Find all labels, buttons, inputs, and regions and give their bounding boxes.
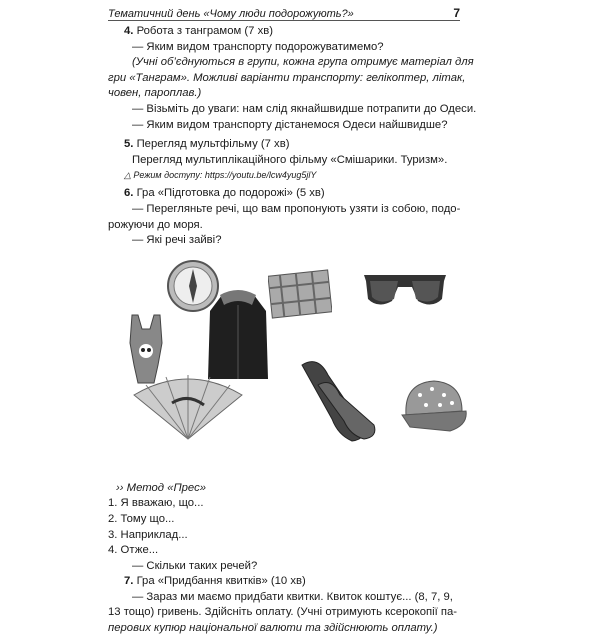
method-item-1: 1. Я вважаю, що... (108, 497, 204, 510)
page-content (108, 24, 477, 637)
blanket-image (268, 269, 332, 319)
section-5-title: 5. Перегляд мультфільму (7 хв) (124, 138, 290, 151)
method-title: ›› Метод «Прес» (116, 481, 207, 494)
s6-text-1: — Перегляньте речі, що вам пропонують узяти із собою, подо- (132, 202, 461, 215)
s4-note-2: гри «Танграм». Можливі варіанти транспорту: гелікоптер, літак, (108, 71, 466, 84)
travel-items-illustration (108, 255, 460, 473)
method-question: — Скільки таких речей? (132, 559, 258, 572)
method-item-3: 3. Наприклад... (108, 528, 188, 541)
s7-text-1: — Зараз ми маємо придбати квитки. Квиток коштує... (8, 7, 9, (132, 590, 453, 603)
flippers-image (298, 355, 378, 445)
page-header (108, 3, 460, 21)
hand-fan-image (132, 373, 244, 441)
sunglasses-image (360, 269, 450, 311)
s6-question: — Які речі зайві? (132, 234, 222, 247)
cap-image (400, 375, 468, 437)
s6-text-2: рожуючи до моря. (108, 218, 203, 231)
jacket-image (206, 289, 270, 385)
s7-text-3: перових купюр національної валюти та здійснюють оплату.) (108, 622, 438, 635)
running-title: Тематичний день «Чому люди подорожують?» (108, 8, 354, 20)
s5-text: Перегляд мультиплікаційного фільму «Смішарики. Туризм». (132, 153, 448, 166)
s4-question-2: — Візьміть до уваги: нам слід якнайшвидше потрапити до Одеси. (132, 102, 477, 115)
method-item-4: 4. Отже... (108, 544, 159, 557)
s7-text-2: 13 тощо) гривень. Здійсніть оплату. (Учні отримують ксерокопії па- (108, 606, 458, 619)
method-item-2: 2. Тому що... (108, 512, 175, 525)
section-7-title: 7. Гра «Придбання квитків» (10 хв) (124, 575, 306, 588)
s5-source-link[interactable]: △ Режим доступу: https://youtu.be/lcw4yug5jlY (124, 170, 317, 181)
s4-note-3: човен, пароплав.) (108, 87, 202, 100)
s4-question-1: — Яким видом транспорту подорожуватимемо? (132, 40, 384, 53)
s4-note-1: (Учні об’єднуються в групи, кожна група отримує матеріал для (132, 56, 474, 69)
page-number: 7 (453, 6, 460, 20)
section-4-title: 4. Робота з танграмом (7 хв) (124, 25, 273, 37)
s4-question-3: — Яким видом транспорту дістанемося Одеси найшвидше? (132, 118, 448, 131)
section-6-title: 6. Гра «Підготовка до подорожі» (5 хв) (124, 187, 325, 200)
